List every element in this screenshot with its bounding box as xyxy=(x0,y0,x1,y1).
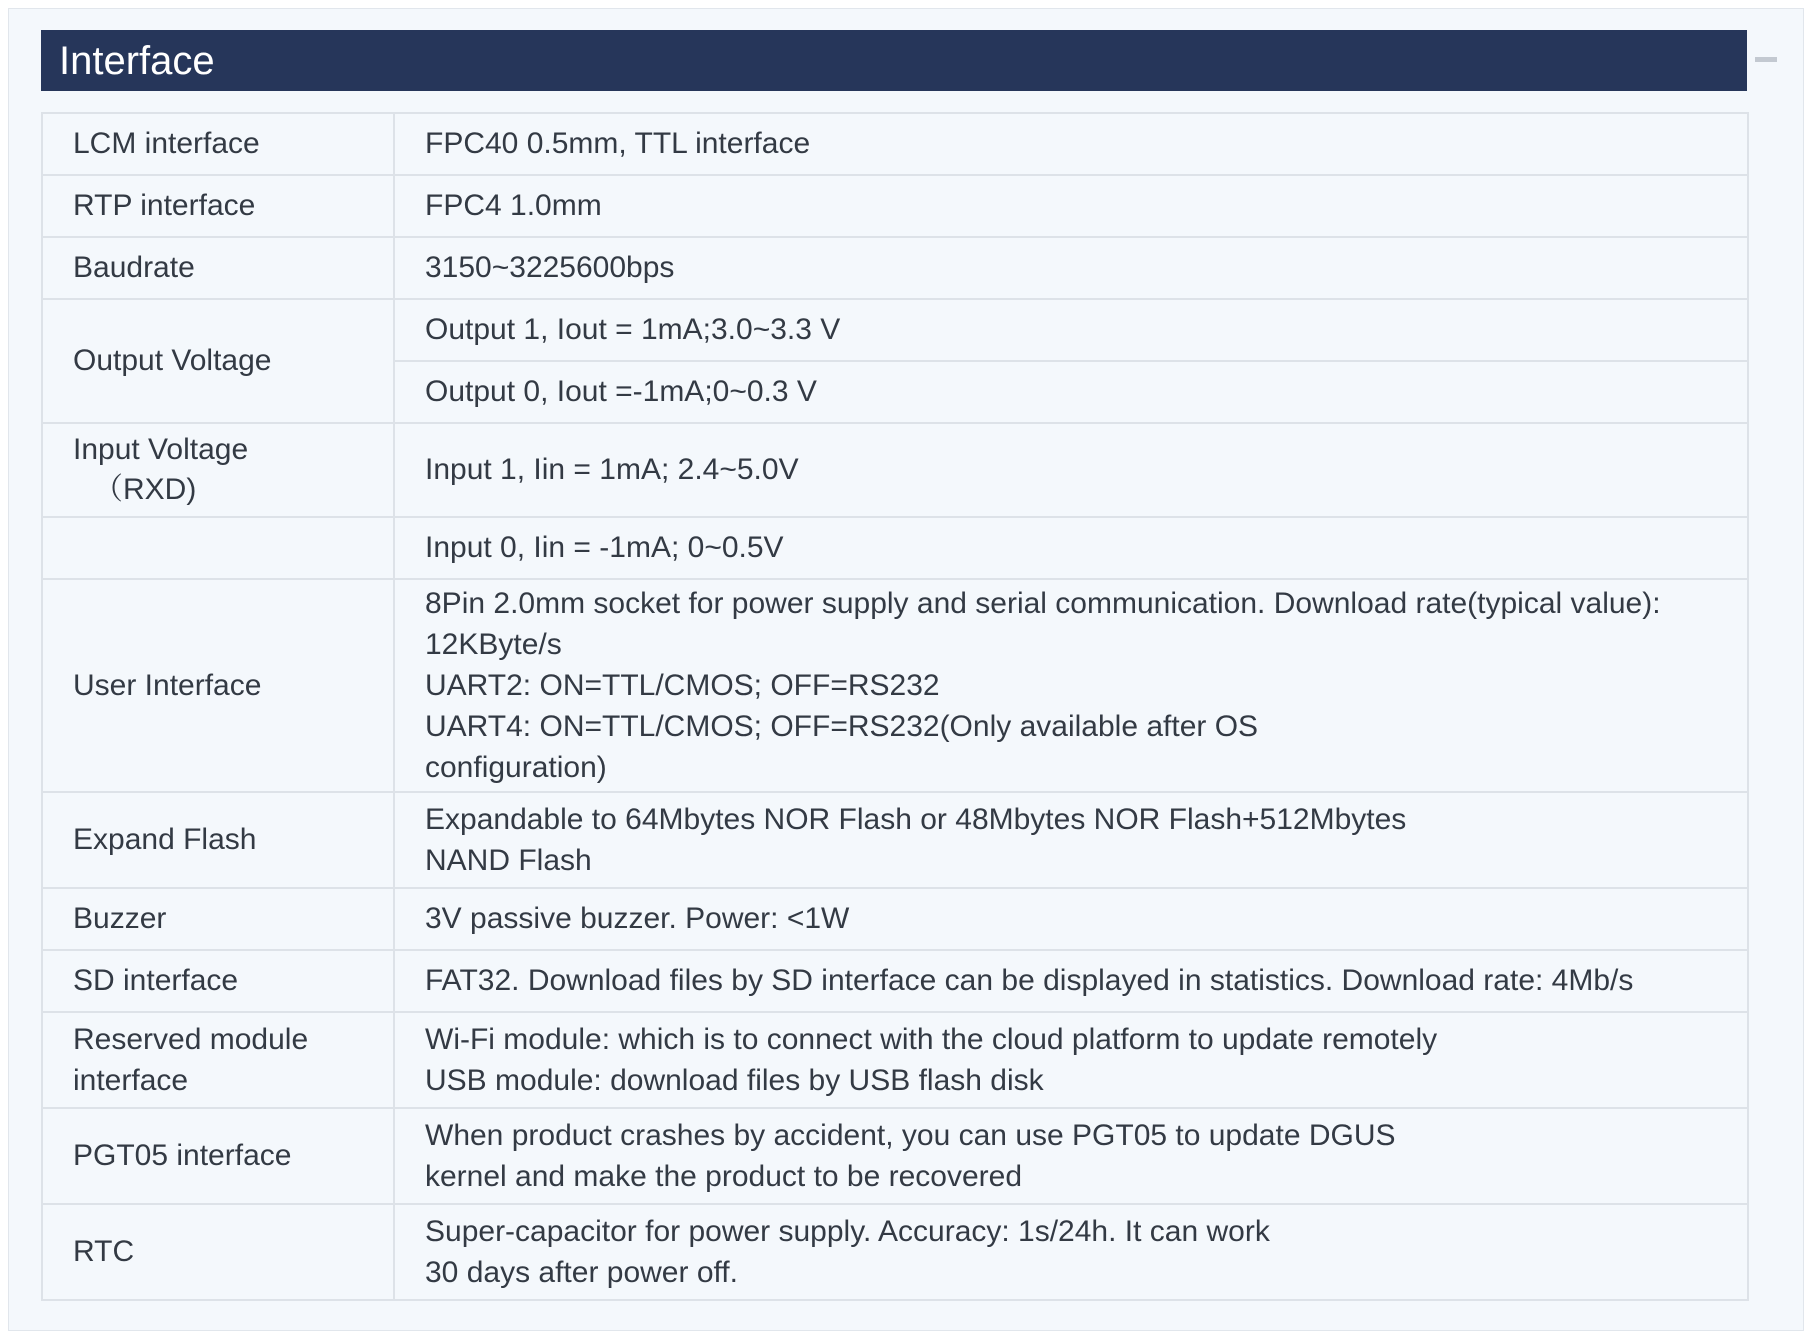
row-value-line: When product crashes by accident, you can use PGT05 to update DGUS xyxy=(425,1119,1396,1152)
row-label xyxy=(42,423,394,517)
row-label: RTC xyxy=(42,1204,394,1300)
table-row xyxy=(42,792,1748,888)
spec-table-container xyxy=(41,112,1749,1317)
row-value-line: 30 days after power off. xyxy=(425,1256,738,1289)
row-label: Expand Flash xyxy=(42,792,394,888)
interface-panel xyxy=(8,8,1804,1331)
row-label: User Interface xyxy=(42,579,394,792)
row-value-line: Expandable to 64Mbytes NOR Flash or 48Mbytes NOR Flash+512Mbytes xyxy=(425,803,1407,836)
row-value xyxy=(394,1108,1748,1204)
row-label-line: （RXD) xyxy=(93,473,197,506)
table-row xyxy=(42,888,1748,950)
spec-table xyxy=(41,112,1749,1301)
row-label-line: Input Voltage xyxy=(73,433,249,466)
row-value-line: NAND Flash xyxy=(425,844,592,877)
row-label: SD interface xyxy=(42,950,394,1012)
row-value: FAT32. Download files by SD interface can be displayed in statistics. Download rate: 4Mb/s xyxy=(394,950,1748,1012)
row-value-line: Super-capacitor for power supply. Accuracy: 1s/24h. It can work xyxy=(425,1215,1270,1248)
row-value xyxy=(394,1204,1748,1300)
row-value-line: configuration) xyxy=(425,751,607,784)
table-row xyxy=(42,299,1748,361)
row-label-line: interface xyxy=(73,1064,189,1097)
row-value: FPC4 1.0mm xyxy=(394,175,1748,237)
row-value xyxy=(394,792,1748,888)
row-value-line: kernel and make the product to be recovered xyxy=(425,1160,1023,1193)
row-label: RTP interface xyxy=(42,175,394,237)
row-value-line: Wi-Fi module: which is to connect with the cloud platform to update remotely xyxy=(425,1023,1438,1056)
row-label: LCM interface xyxy=(42,113,394,175)
section-title: Interface xyxy=(59,38,215,83)
row-label xyxy=(42,1012,394,1108)
section-header[interactable] xyxy=(41,30,1747,91)
row-value xyxy=(394,579,1748,792)
table-row xyxy=(42,1204,1748,1300)
row-value: Input 1, Iin = 1mA; 2.4~5.0V xyxy=(394,423,1748,517)
row-value xyxy=(394,1012,1748,1108)
row-value-line: USB module: download files by USB flash disk xyxy=(425,1064,1044,1097)
table-row xyxy=(42,579,1748,792)
table-row xyxy=(42,423,1748,517)
table-row xyxy=(42,1012,1748,1108)
row-value: Output 1, Iout = 1mA;3.0~3.3 V xyxy=(394,299,1748,361)
row-value: FPC40 0.5mm, TTL interface xyxy=(394,113,1748,175)
table-row xyxy=(42,950,1748,1012)
row-label: Baudrate xyxy=(42,237,394,299)
row-value-line: UART4: ON=TTL/CMOS; OFF=RS232(Only available after OS xyxy=(425,710,1259,743)
table-row xyxy=(42,175,1748,237)
row-value-line: 12KByte/s xyxy=(425,628,562,661)
table-row xyxy=(42,1108,1748,1204)
row-label-line: Reserved module xyxy=(73,1023,309,1056)
row-value-line: UART2: ON=TTL/CMOS; OFF=RS232 xyxy=(425,669,940,702)
row-label: PGT05 interface xyxy=(42,1108,394,1204)
row-value: 3150~3225600bps xyxy=(394,237,1748,299)
minus-icon[interactable] xyxy=(1755,57,1777,62)
row-value: 3V passive buzzer. Power: <1W xyxy=(394,888,1748,950)
row-label: Buzzer xyxy=(42,888,394,950)
row-value: Output 0, Iout =-1mA;0~0.3 V xyxy=(394,361,1748,423)
row-value-line: 8Pin 2.0mm socket for power supply and serial communication. Download rate(typical value): xyxy=(425,587,1661,620)
table-row xyxy=(42,237,1748,299)
table-row xyxy=(42,517,1748,579)
row-label-empty xyxy=(42,517,394,579)
row-value: Input 0, Iin = -1mA; 0~0.5V xyxy=(394,517,1748,579)
row-label: Output Voltage xyxy=(42,299,394,423)
table-row xyxy=(42,113,1748,175)
